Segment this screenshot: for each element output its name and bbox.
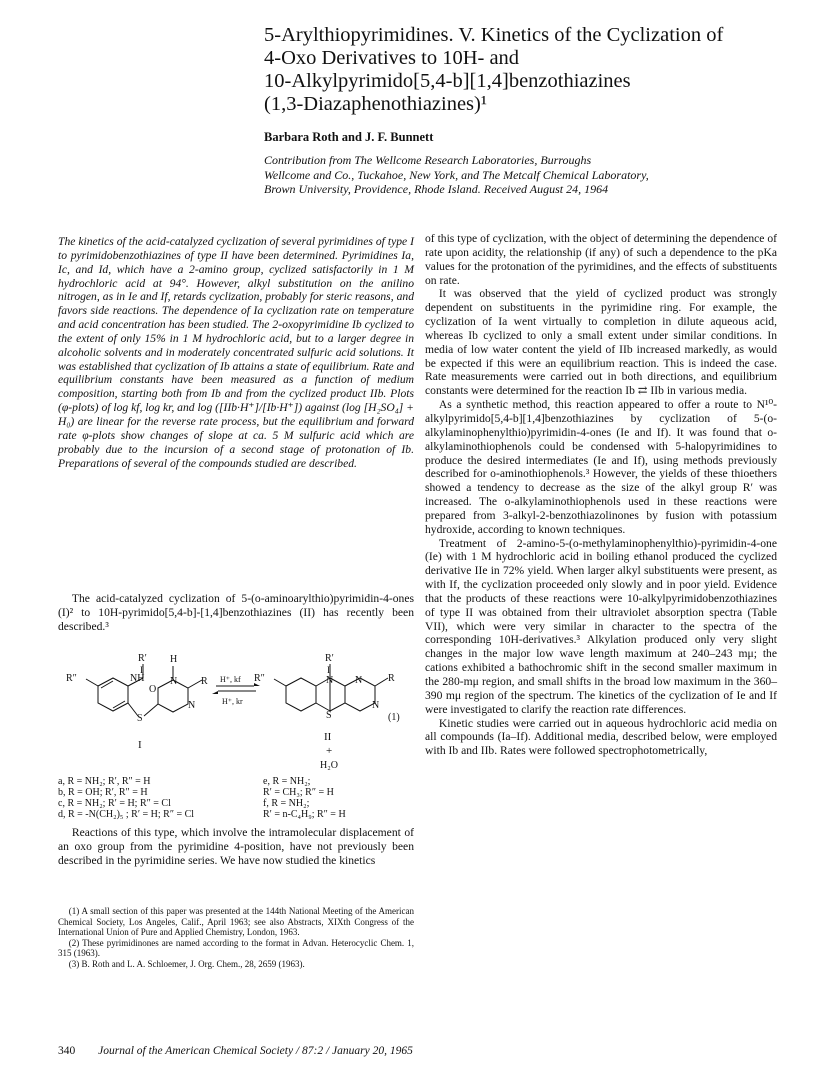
- article-header: [264, 24, 784, 197]
- label-I: I: [138, 739, 142, 751]
- svg-text:R″: R″: [254, 673, 265, 684]
- svg-text:N: N: [188, 700, 196, 711]
- title-line: 5-Arylthiopyrimidines. V. Kinetics of the Cyclization of: [264, 24, 724, 46]
- svg-text:NH: NH: [130, 673, 145, 684]
- affiliation-line: Contribution from The Wellcome Research Laboratories, Burroughs: [264, 153, 592, 167]
- label-II: II: [324, 731, 332, 743]
- compound-entry: a, R = NH₂; R′, R″ = H: [58, 776, 151, 787]
- journal-citation: Journal of the American Chemical Society / 87:2 / January 20, 1965: [98, 1045, 413, 1057]
- compound-entry: d, R = -N(CH₂)₅ ; R′ = H; R″ = Cl: [58, 809, 195, 820]
- equation-number: (1): [388, 712, 400, 723]
- svg-text:N: N: [170, 676, 178, 687]
- affiliation-line: Wellcome and Co., Tuckahoe, New York, and The Metcalf Chemical Laboratory,: [264, 167, 649, 182]
- svg-text:R: R: [388, 673, 395, 684]
- compound-legend: [58, 776, 414, 820]
- svg-text:R′: R′: [138, 653, 147, 664]
- authors: Barbara Roth and J. F. Bunnett: [264, 130, 434, 144]
- abstract: [58, 235, 414, 470]
- svg-text:R: R: [201, 676, 208, 687]
- right-column: [425, 232, 777, 758]
- footnote: (3) B. Roth and L. A. Schloemer, J. Org. Chem., 28, 2659 (1963).: [68, 958, 305, 969]
- footnotes: [58, 906, 414, 969]
- svg-text:R′: R′: [325, 653, 334, 664]
- title-line: 4-Oxo Derivatives to 10H- and: [264, 47, 520, 69]
- body-paragraph: Treatment of 2-amino-5-(o-methylaminophenylthio)-pyrimidin-4-one (Ie) with 1 M hydrochloric acid in boiling ethanol produced the cyclized derivative IIe in 72% yield. When larger alkyl substituents were present, as with If, the cyclization proceeded only slowly and in poor yield. Evidence that the products of these reactions were 10-alkylpyrimidobenzothiazines of type II was obtained from their ultraviolet absorption spectra (Table VII), which were very similar in character to the spectra of the corresponding 10H-derivatives.³ Alkylation produced only very slight changes in the major low wave length maximum at 240–243 mμ; the cations exhibited a bathochromic shift in the second smaller maximum in the 280-mμ region, and small shifts in the broad low maximum in the 360–390 mμ region of the spectrum. The kinetics of the cyclization of Ie and If were investigated to clarify the reaction rate differences.: [425, 536, 777, 716]
- body-paragraph: Kinetic studies were carried out in aqueous hydrochloric acid media on all compounds (Ia–If). Additional media, described below, were employed with Ib and IIb. Rates were followed spectrophotometrically,: [425, 716, 777, 758]
- title-line: (1,3-Diazaphenothiazines)¹: [264, 93, 488, 115]
- svg-text:O: O: [149, 684, 157, 695]
- body-paragraph: of this type of cyclization, with the object of determining the dependence of rate upon acidity, the relationship (if any) of such a dependence to the pKa values for the protonation of the pyrimidines, and the effects of substituents on rate.: [425, 232, 777, 287]
- svg-text:I: I: [327, 665, 330, 675]
- svg-text:I: I: [140, 665, 143, 675]
- body-paragraph: Reactions of this type, which involve the intramolecular displacement of an oxo group from the pyrimidine 4-position, have not previously been described in the pyrimidine series. We have now studied the kinetics: [58, 826, 414, 867]
- svg-text:H: H: [170, 654, 178, 665]
- forward-rate-label: H⁺, kf: [220, 675, 241, 684]
- intro-text: The acid-catalyzed cyclization of 5-(o-aminoarylthio)pyrimidin-4-ones (I)² to 10H-pyrimido[5,4-b]-[1,4]benzothiazines (II) has recently been described.³: [58, 592, 414, 633]
- svg-text:N: N: [355, 675, 363, 686]
- svg-text:N: N: [326, 675, 334, 686]
- title-line: 10-Alkylpyrimido[5,4-b][1,4]benzothiazines: [264, 70, 631, 92]
- reaction-scheme: [58, 648, 414, 796]
- page-number: 340: [58, 1045, 76, 1057]
- reverse-rate-label: H⁺, kr: [222, 697, 243, 706]
- abstract-text: The kinetics of the acid-catalyzed cyclization of several pyrimidines of type I to pyrimidobenzothiazines of type II have been determined. Pyrimidines Ia, Ic, and Id, which have a 2-amino group, cyclized satisfactorily in 1 M hydrochloric acid at 94°. However, alkyl substitution on the anilino nitrogen, as in Ie and If, retards cyclization, probably for steric reasons, and favors side reactions. The dependence of Ia cyclization rate on temperature and acid concentration has been studied. The 2-oxopyrimidine Ib cyclized to the extent of only 15% in 1 M hydrochloric acid, but to a larger degree in alcoholic solvents and in moderately concentrated sulfuric acid solutions. It was established that cyclization of Ib attains a state of equilibrium. Rate and equilibrium constants have been measured as a function of medium composition, starting both from Ib and from the cyclized product IIb. Plots (φ-plots) of log kf, log kr, and log ([IIb·H⁺]/[Ib·H⁺]) against (log [H₂SO₄] + H₀) are linear for the reverse rate process, but the equilibrium and forward rate φ-plots show changes of slope at ca. 5 M sulfuric acid which are probably due to the incursion of a second stage of protonation of Ib. Preparations of several of the compounds studied are described.: [58, 235, 414, 470]
- footnote: (1) A small section of this paper was presented at the 144th National Meeting of the American Chemical Society, Los Angeles, Calif., April 1963; see also Abstracts, XIXth Congress of the International Union of Pure and Applied Chemistry, London, 1963.: [58, 906, 414, 937]
- footnote: (2) These pyrimidinones are named according to the format in Advan. Heterocyclic Chem. 1, 315 (1963).: [58, 937, 414, 958]
- compound-entry: b, R = OH; R′, R″ = H: [58, 787, 148, 798]
- compound-entry: e, R = NH₂;: [263, 776, 311, 787]
- structure-I: [86, 664, 202, 716]
- plus-sign: +: [326, 745, 333, 757]
- affiliation: [264, 153, 784, 197]
- svg-text:S: S: [326, 710, 332, 721]
- compound-entry: R′ = CH₃; R″ = H: [263, 787, 334, 798]
- structure-II: [274, 664, 388, 711]
- article-title: [264, 24, 784, 116]
- compound-entry: c, R = NH₂; R′ = H; R″ = Cl: [58, 798, 171, 809]
- intro-paragraph: [58, 592, 414, 634]
- body-paragraph: As a synthetic method, this reaction appeared to offer a route to N¹⁰-alkylpyrimido[5,4-b][1,4]benzothiazines by cyclization of 5-(o-alkylaminophenylthio)pyrimidin-4-ones (Ie and If). It was found that o-alkylaminothiophenols could be condensed with 5-halopyrimidines to produce the desired intermediates (Ie and If), using methods previously described for o-aminothiophenols.³ However, the yields of these thioethers showed a tendency to decrease as the size of the alkyl group R′ was increased. The o-alkylaminothiophenols used in these reactions were prepared from 3-alkyl-2-benzothiazolinones by fusion with potassium hydroxide, according to known techniques.: [425, 398, 777, 536]
- compound-entry: f, R = NH₂;: [263, 798, 310, 809]
- svg-text:S: S: [137, 713, 143, 724]
- page-footer: [58, 1045, 413, 1057]
- structure-II-labels: [254, 653, 400, 771]
- body-paragraph: It was observed that the yield of cyclized product was strongly dependent on substituents in the pyrimidine ring. For example, the cyclization of Ia went virtually to completion in dilute aqueous acid, whereas Ib cyclized to only a small extent under similar conditions. In media of low water content the yield of IIb increased markedly, as would be expected if this were an equilibrium reaction. This is indeed the case. Rate measurements were carried out in both directions, and equilibrium constants were determined for the reaction Ib ⇄ IIb in various media.: [425, 287, 777, 398]
- water-label: H₂O: [320, 760, 338, 771]
- compound-entry: R′ = n-C₄H₉; R″ = H: [263, 809, 346, 820]
- svg-text:R″: R″: [66, 673, 77, 684]
- structure-I-labels: [66, 653, 208, 751]
- equilibrium-arrows: [212, 675, 260, 706]
- svg-text:N: N: [372, 700, 380, 711]
- affiliation-line: Brown University, Providence, Rhode Island. Received August 24, 1964: [264, 182, 609, 196]
